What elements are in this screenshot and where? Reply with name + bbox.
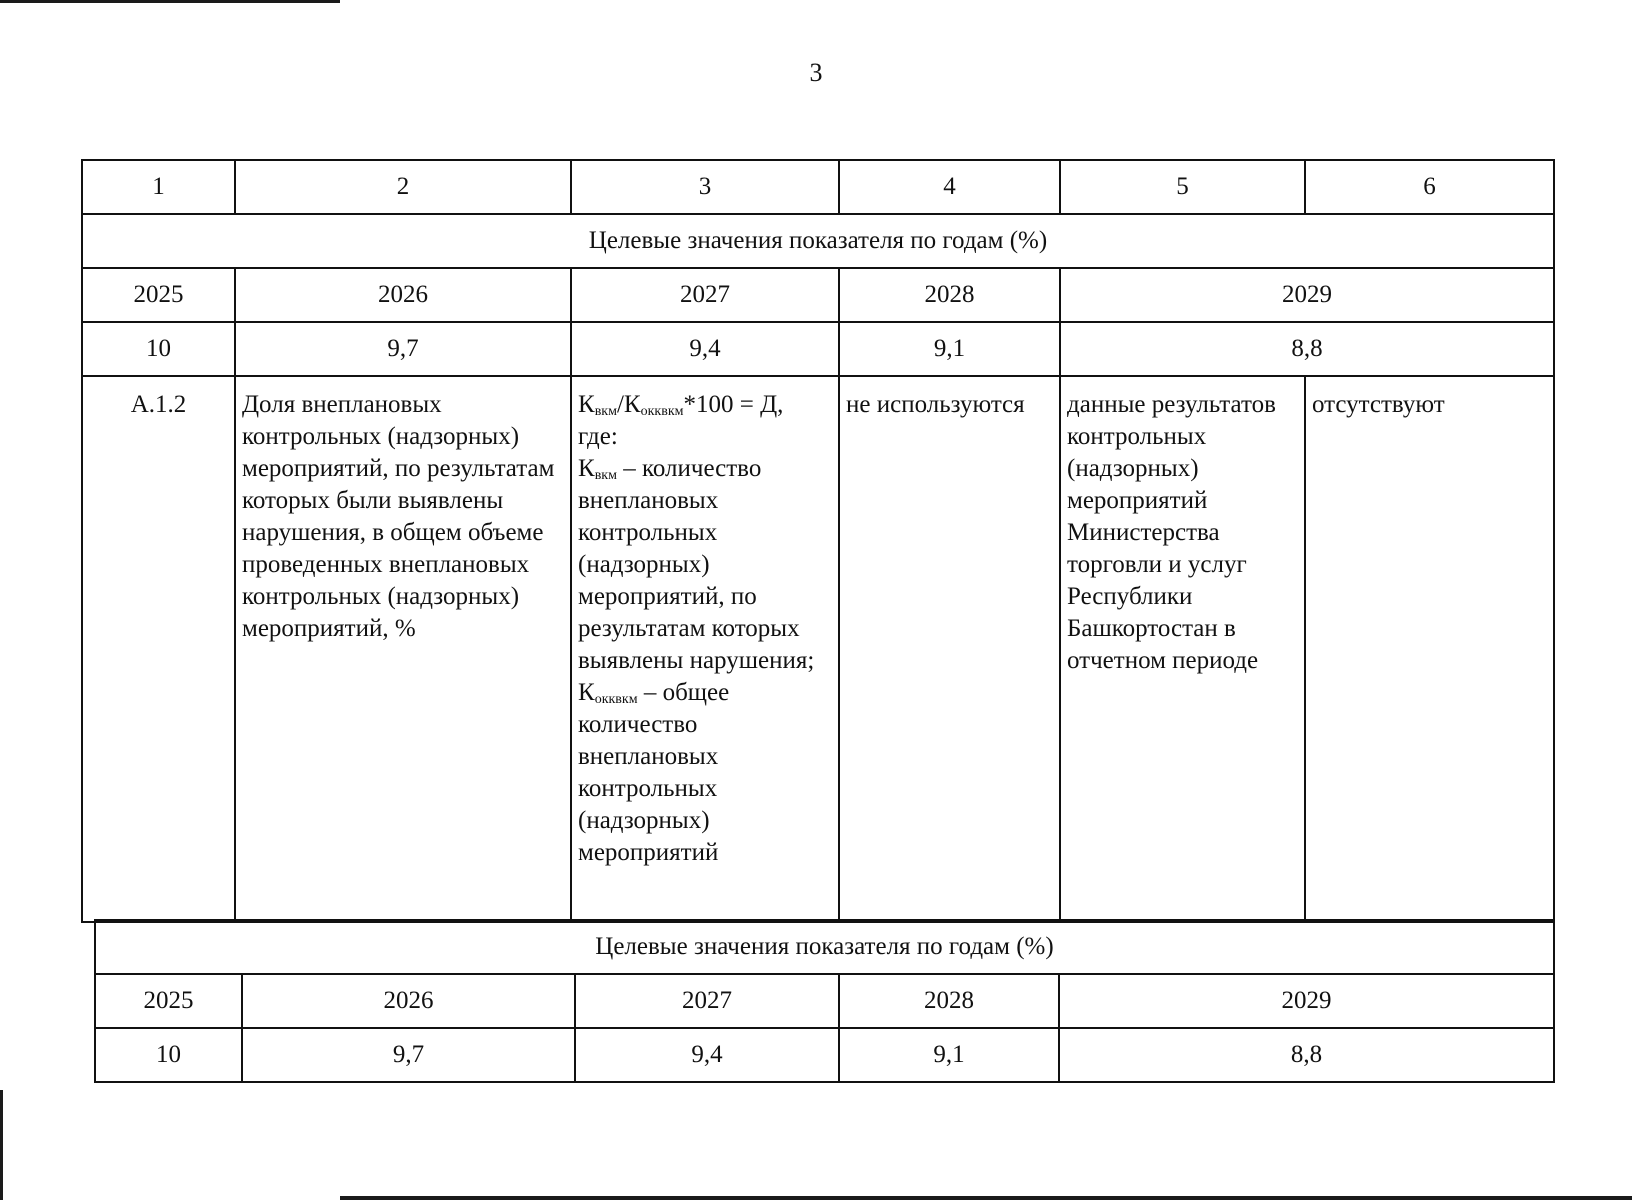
section2-value: 9,7 [242,1028,575,1082]
indicator-col4: не используются [839,376,1060,922]
indicator-row [82,376,1554,922]
section1-year: 2027 [571,268,839,322]
indicator-name: Доля внеплановых контрольных (надзорных) мероприятий, по результатам которых были выявлены нарушения, в общем объеме проведенных внеплановых контрольных (надзорных) мероприятий, % [235,376,571,922]
formula-k-letter: К [578,455,595,482]
column-header-3: 3 [571,160,839,214]
formula-sub-okvkm: окквкм [640,404,684,419]
formula-where: где: [578,423,618,450]
formula-tail: *100 = Д, [683,391,784,418]
section2-title: Целевые значения показателя по годам (%) [95,920,1554,974]
section2-value: 10 [95,1028,242,1082]
section2-value: 8,8 [1059,1028,1554,1082]
section1-years-row [82,268,1554,322]
section2-year: 2028 [839,974,1059,1028]
section1-year: 2029 [1060,268,1554,322]
section1-values-row [82,322,1554,376]
section1-year: 2028 [839,268,1060,322]
column-header-5: 5 [1060,160,1305,214]
page-number: 3 [809,58,823,87]
indicator-formula [571,376,839,922]
section2-values-row [95,1028,1554,1082]
section1-value: 9,7 [235,322,571,376]
formula-sub-okvkm: окквкм [594,692,638,707]
section2-value: 9,1 [839,1028,1059,1082]
section1-year: 2025 [82,268,235,322]
indicator-col6: отсутствуют [1305,376,1554,922]
section2-year: 2025 [95,974,242,1028]
formula-sub-vkm: вкм [594,468,617,483]
section1-year: 2026 [235,268,571,322]
formula-sub-vkm: вкм [594,404,617,419]
scan-edge-bottom [340,1196,1632,1200]
section1-value: 10 [82,322,235,376]
section2-value: 9,4 [575,1028,839,1082]
section1-title: Целевые значения показателя по годам (%) [82,214,1554,268]
scan-edge-top [0,0,340,3]
section1-title-row [82,214,1554,268]
section2-year: 2026 [242,974,575,1028]
indicator-code: А.1.2 [82,376,235,922]
column-header-4: 4 [839,160,1060,214]
indicator-table [81,159,1555,923]
section2-year: 2027 [575,974,839,1028]
target-values-table [94,919,1555,1083]
formula-def-vkm: – количество внеплановых контрольных (надзорных) мероприятий, по результатам которых выявлены нарушения; [578,455,815,674]
section2-title-row [95,920,1554,974]
column-header-2: 2 [235,160,571,214]
section1-value: 9,4 [571,322,839,376]
section1-value: 8,8 [1060,322,1554,376]
formula-k-letter: К [623,391,641,418]
scan-edge-left [0,1090,3,1200]
formula-k-letter: К [578,679,595,706]
section2-year: 2029 [1059,974,1554,1028]
column-header-1: 1 [82,160,235,214]
column-number-row [82,160,1554,214]
formula-slash: / [616,391,624,418]
formula-k-letter: К [578,391,595,418]
column-header-6: 6 [1305,160,1554,214]
section2-years-row [95,974,1554,1028]
formula-def-okvkm: – общее количество внеплановых контрольных (надзорных) мероприятий [578,679,730,866]
section1-value: 9,1 [839,322,1060,376]
indicator-col5: данные результатов контрольных (надзорных) мероприятий Министерства торговли и услуг Республики Башкортостан в отчетном периоде [1060,376,1305,922]
